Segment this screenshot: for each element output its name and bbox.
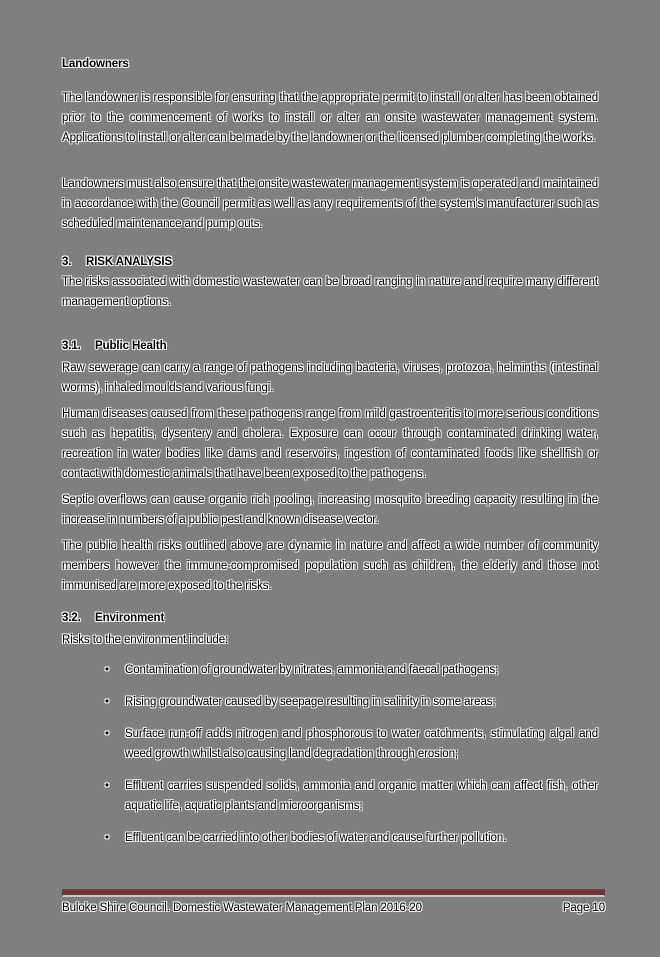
- bullet-icon: •: [105, 832, 109, 844]
- public-health-paragraph-1: Raw sewerage can carry a range of pathogens including bacteria, viruses, protozoa, helminths (intestinal worms), inhaled moulds and various fungi.: [62, 362, 598, 394]
- environment-intro-line: Risks to the environment include:: [62, 634, 229, 646]
- footer-document-title: Buloke Shire Council. Domestic Wastewater Management Plan 2016-20: [62, 902, 422, 914]
- landowners-paragraph-2: Landowners must also ensure that the onsite wastewater management system is operated and maintained in accordance with the Council permit as well as any requirements of the system's manufacturer such as scheduled maintenance and pump outs.: [62, 178, 598, 230]
- list-item-text: Contamination of groundwater by nitrates, ammonia and faecal pathogens;: [125, 664, 499, 676]
- list-item: [62, 660, 598, 680]
- list-item: [62, 692, 598, 712]
- list-item: [62, 828, 598, 848]
- list-item: [62, 776, 598, 816]
- landowners-heading: Landowners: [62, 58, 129, 70]
- public-health-paragraph-3: Septic overflows can cause organic rich pooling, increasing mosquito breeding capacity resulting in the increase in numbers of a public pest and known disease vector.: [62, 494, 598, 526]
- public-health-paragraph-4: The public health risks outlined above are dynamic in nature and affect a wide number of community members however the immune-compromised population such as children, the elderly and those not immunised are more exposed to the risks.: [62, 540, 598, 592]
- landowners-paragraph-1: The landowner is responsible for ensuring that the appropriate permit to install or alter has been obtained prior to the commencement of works to install or alter an onsite wastewater management system. Applications to install or alter can be made by the landowner or the licensed plumber completing the works.: [62, 92, 598, 144]
- environment-heading-label: Environment: [95, 612, 165, 624]
- environment-section-number: 3.2.: [62, 612, 81, 624]
- public-health-paragraph-2: Human diseases caused from these pathogens range from mild gastroenteritis to more serious conditions such as hepatitis, dysentery and cholera. Exposure can occur through contaminated drinking water, recreation in water bodies like dams and reservoirs, ingestion of contaminated foods like shellfish or contact with domestic animals that have been exposed to the pathogens.: [62, 408, 598, 480]
- public-health-section-number: 3.1.: [62, 340, 81, 352]
- document-body: [62, 54, 598, 848]
- risk-analysis-section-number: 3.: [62, 256, 72, 268]
- bullet-icon: •: [105, 728, 109, 740]
- list-item-text: Effluent carries suspended solids, ammonia and organic matter which can affect fish, other aquatic life, aquatic plants and microorganisms;: [125, 780, 598, 812]
- list-item-text: Rising groundwater caused by seepage resulting in salinity in some areas;: [125, 696, 496, 708]
- footer-page-number: Page 10: [562, 902, 605, 914]
- public-health-heading-label: Public Health: [95, 340, 167, 352]
- environment-heading: [62, 608, 598, 628]
- bullet-icon: •: [105, 780, 109, 792]
- bullet-icon: •: [105, 696, 109, 708]
- footer-divider: [62, 889, 605, 897]
- risk-analysis-heading-label: RISK ANALYSIS: [86, 256, 173, 268]
- public-health-heading: [62, 336, 598, 356]
- risk-analysis-heading: [62, 252, 598, 272]
- list-item: [62, 724, 598, 764]
- bullet-icon: •: [105, 664, 109, 676]
- list-item-text: Effluent can be carried into other bodies of water and cause further pollution.: [125, 832, 507, 844]
- risk-analysis-intro-paragraph: The risks associated with domestic wastewater can be broad ranging in nature and require many different management options.: [62, 276, 598, 308]
- list-item-text: Surface run-off adds nitrogen and phosphorous to water catchments, stimulating algal and weed growth whilst also causing land degradation through erosion;: [125, 728, 598, 760]
- environment-risk-list: [62, 660, 598, 848]
- page-footer: [62, 889, 605, 916]
